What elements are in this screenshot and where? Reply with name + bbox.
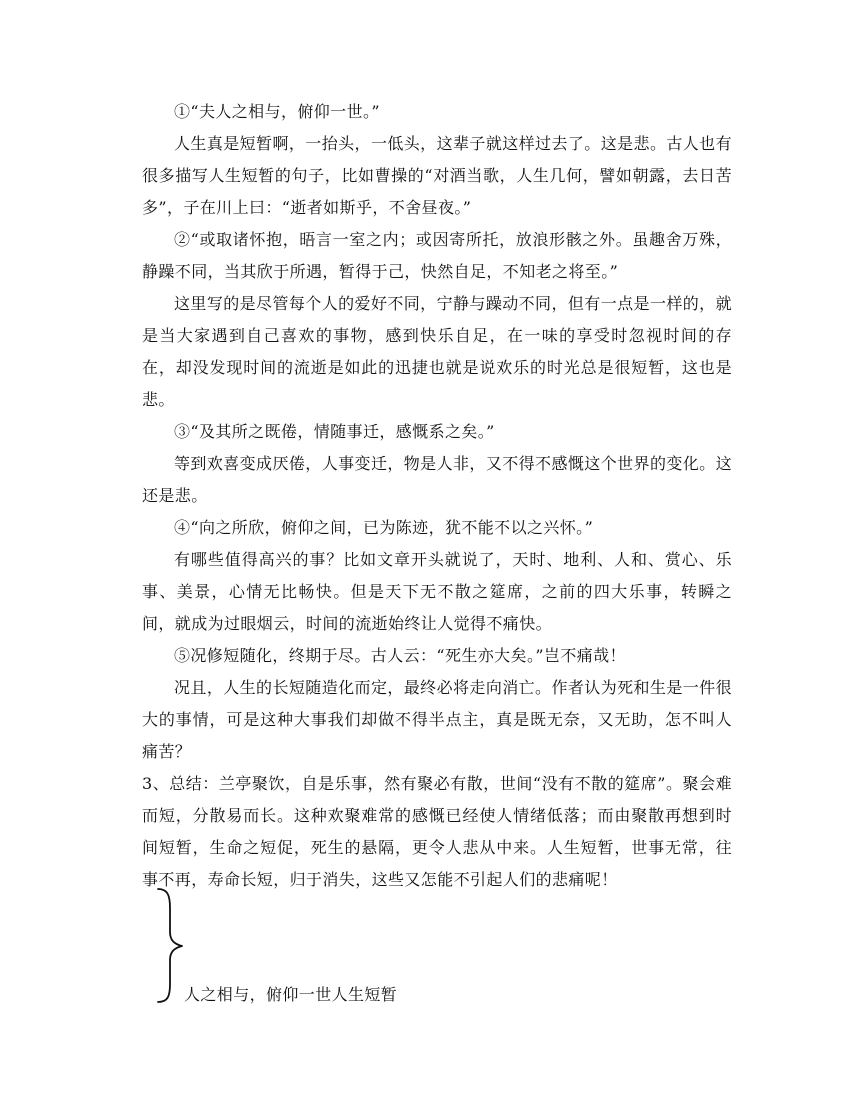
brace-diagram (150, 886, 550, 1016)
paragraph-9: ⑤况修短随化，终期于尽。古人云：“死生亦大矣。”岂不痛哉！ (174, 646, 626, 665)
paragraph-5: ③“及其所之既倦，情随事迁，感慨系之矣。” (174, 422, 495, 441)
paragraph-7: ④“向之所欣，俯仰之间，已为陈迹，犹不能不以之兴怀。” (174, 518, 594, 537)
paragraph-2: 人生真是短暂啊，一抬头，一低头，这辈子就这样过去了。这是悲。古人也有很多描写人生短暂的句子，比如曹操的“对酒当歌，人生几何，譬如朝露，去日苦多”，子在川上曰：“逝者如斯乎，不舍昼夜。” (142, 134, 732, 217)
paragraph-6: 等到欢喜变成厌倦，人事变迁，物是人非，又不得不感慨这个世界的变化。这还是悲。 (142, 454, 732, 505)
paragraph-10: 况且，人生的长短随造化而定，最终必将走向消亡。作者认为死和生是一件很大的事情，可是这种大事我们却做不得半点主，真是既无奈，又无助，怎不叫人痛苦？ (142, 678, 732, 761)
paragraph-3: ②“或取诸怀抱，晤言一室之内；或因寄所托，放浪形骸之外。虽趣舍万殊，静躁不同，当其欣于所遇，暂得于己，快然自足，不知老之将至。” (142, 230, 732, 281)
summary-paragraph: 3、总结：兰亭聚饮，自是乐事，然有聚必有散，世间“没有不散的筵席”。聚会难而短，分散易而长。这种欢聚难常的感慨已经使人情绪低落；而由聚散再想到时间短暂，生命之短促，死生的悬隔，更令人悲从中来。人生短暂，世事无常，往事不再，寿命长短，归于消失，这些又怎能不引起人们的悲痛呢！ (142, 774, 732, 889)
paragraph-4: 这里写的是尽管每个人的爱好不同，宁静与躁动不同，但有一点是一样的，就是当大家遇到自己喜欢的事物，感到快乐自足，在一味的享受时忽视时间的存在，却没发现时间的流逝是如此的迅捷也就是说欢乐的时光总是很短暂，这也是悲。 (142, 294, 732, 409)
document-body (142, 96, 732, 896)
paragraph-8: 有哪些值得高兴的事？比如文章开头就说了，天时、地利、人和、赏心、乐事、美景，心情无比畅快。但是天下无不散之筵席，之前的四大乐事，转瞬之间，就成为过眼烟云，时间的流逝始终让人觉得不痛快。 (142, 550, 732, 633)
paragraph-1: ①“夫人之相与，俯仰一世。” (174, 102, 380, 121)
brace-caption: 人之相与，俯仰一世人生短暂 (184, 985, 398, 1004)
